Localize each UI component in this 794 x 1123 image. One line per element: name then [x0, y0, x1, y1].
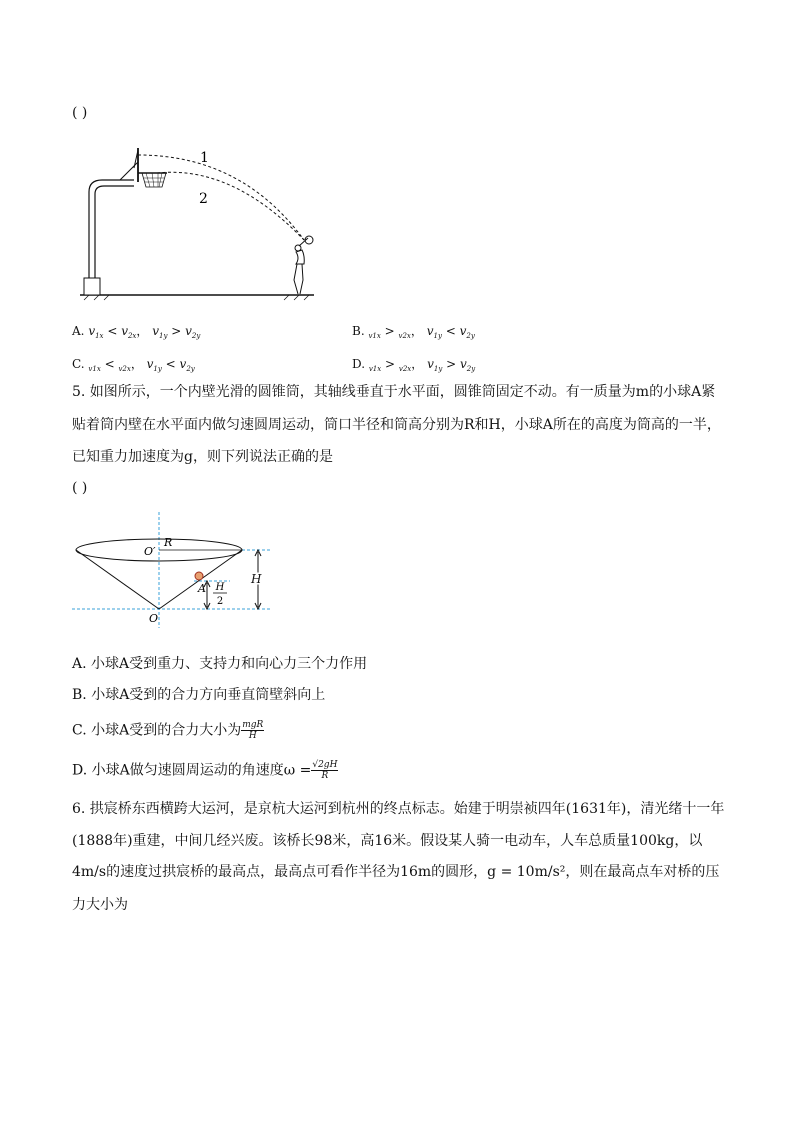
hoop-net: [142, 173, 166, 187]
q4-option-a[interactable]: A. $v_{1x} < v_{2x}$， $v_{1y} > v_{2y}$: [72, 324, 201, 340]
q4-option-b[interactable]: B. $_{v1x}$ > $_{v2x}$， $v_{1y} < v_{2y}$: [352, 324, 475, 340]
q6-stem-line1: 6. 拱宸桥东西横跨大运河，是京杭大运河到杭州的终点标志。始建于明崇祯四年(1631年)，清光绪十一年: [72, 801, 725, 817]
label-h-half-num: H: [215, 582, 225, 593]
q5-option-c-fraction: $\frac{\text{mgR}}{H}$: [242, 720, 264, 741]
label-a: A: [198, 582, 206, 595]
q4-option-d[interactable]: D. $_{v1x}$ > $_{v2x}$， $v_{1y} > v_{2y}$: [352, 357, 476, 373]
q5-stem-line2: 贴着筒内壁在水平面内做匀速圆周运动，筒口半径和筒高分别为R和H，小球A所在的高度为筒高的一半，: [72, 417, 721, 433]
hoop-base: [84, 278, 100, 295]
q5-option-d-fraction: $\frac{√2gH}{R}$: [312, 760, 338, 781]
trajectory-2: [157, 172, 304, 240]
q5-option-d-text: D. 小球A做匀速圆周运动的角速度ω =: [72, 762, 312, 779]
q5-option-a[interactable]: A. 小球A受到重力、支持力和向心力三个力作用: [72, 656, 368, 672]
q5-option-d[interactable]: [72, 760, 338, 781]
player: [294, 236, 313, 294]
label-r: R: [164, 536, 173, 549]
trajectory-1: [138, 155, 304, 240]
trajectory-1-label: 1: [200, 150, 209, 166]
label-o-prime: O′: [144, 545, 156, 558]
q5-option-b[interactable]: B. 小球A受到的合力方向垂直筒壁斜向上: [72, 687, 326, 703]
q5-answer-paren: ( ): [72, 480, 88, 496]
q5-option-c-text: C. 小球A受到的合力大小为: [72, 722, 242, 739]
q5-option-c[interactable]: [72, 720, 264, 741]
label-h: H: [251, 572, 262, 586]
cone-figure: [70, 510, 280, 630]
ball-a: [195, 572, 203, 580]
label-h-half-den: 2: [216, 596, 224, 607]
q5-stem-line1: 5. 如图所示，一个内壁光滑的圆锥筒，其轴线垂直于水平面，圆锥筒固定不动。有一质量为m的小球A紧: [72, 384, 716, 400]
label-o: O: [149, 612, 159, 625]
trajectory-2-label: 2: [199, 191, 208, 207]
q6-stem-line4: 力大小为: [72, 897, 128, 913]
q4-option-c[interactable]: C. $_{v1x}$ < $_{v2x}$， $v_{1y} < v_{2y}$: [72, 357, 195, 373]
q6-stem-line2: (1888年)重建，中间几经兴废。该桥长98米，高16米。假设某人骑一电动车，人车总质量100kg，以: [72, 833, 703, 849]
q4-answer-paren: ( ): [72, 105, 88, 121]
basketball-figure: [72, 140, 322, 302]
hoop-pole: [89, 180, 134, 278]
q6-stem-line3: 4m/s的速度过拱宸桥的最高点，最高点可看作半径为16m的圆形，g = 10m/s²，则在最高点车对桥的压: [72, 864, 720, 880]
q5-stem-line3: 已知重力加速度为g，则下列说法正确的是: [72, 449, 333, 465]
